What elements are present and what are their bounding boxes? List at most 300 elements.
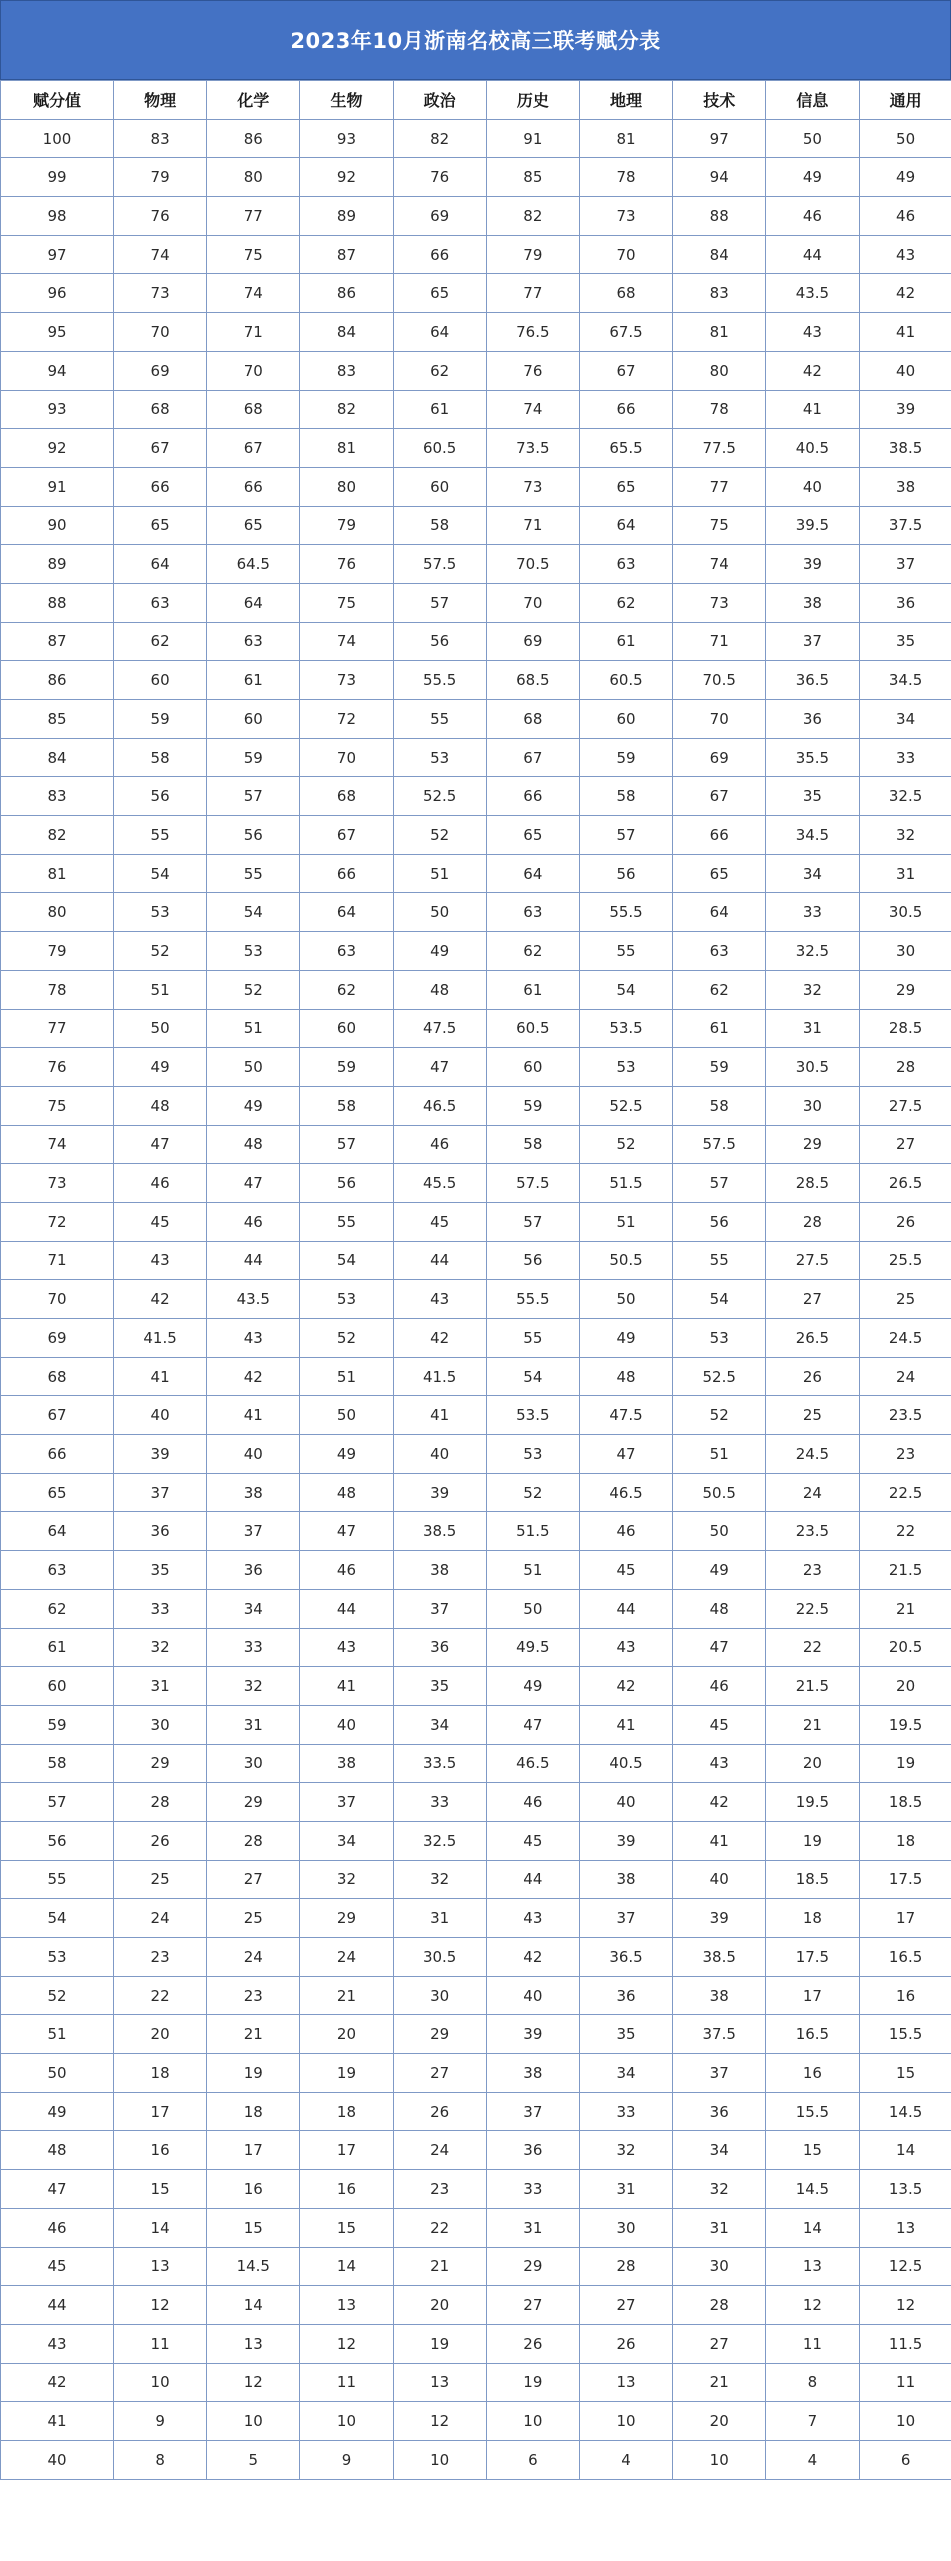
raw-score-cell: 43 bbox=[114, 1241, 207, 1280]
raw-score-cell: 67 bbox=[300, 816, 393, 855]
raw-score-cell: 18.5 bbox=[859, 1783, 951, 1822]
assigned-score-cell: 100 bbox=[1, 119, 114, 158]
assigned-score-cell: 52 bbox=[1, 1976, 114, 2015]
raw-score-cell: 42 bbox=[114, 1280, 207, 1319]
raw-score-cell: 80 bbox=[673, 351, 766, 390]
raw-score-cell: 28 bbox=[114, 1783, 207, 1822]
raw-score-cell: 51.5 bbox=[579, 1164, 672, 1203]
raw-score-cell: 38 bbox=[300, 1744, 393, 1783]
raw-score-cell: 43 bbox=[766, 313, 859, 352]
table-row bbox=[1, 1512, 951, 1551]
raw-score-cell: 13.5 bbox=[859, 2170, 951, 2209]
raw-score-cell: 22 bbox=[766, 1628, 859, 1667]
table-row bbox=[1, 506, 951, 545]
raw-score-cell: 31 bbox=[673, 2208, 766, 2247]
raw-score-cell: 64 bbox=[300, 893, 393, 932]
raw-score-cell: 4 bbox=[766, 2440, 859, 2479]
raw-score-cell: 25 bbox=[766, 1396, 859, 1435]
raw-score-cell: 56 bbox=[579, 854, 672, 893]
raw-score-cell: 52 bbox=[207, 970, 300, 1009]
raw-score-cell: 8 bbox=[766, 2363, 859, 2402]
raw-score-cell: 47 bbox=[393, 1048, 486, 1087]
raw-score-cell: 36 bbox=[207, 1551, 300, 1590]
raw-score-cell: 33 bbox=[859, 738, 951, 777]
raw-score-cell: 62 bbox=[579, 583, 672, 622]
raw-score-cell: 39 bbox=[114, 1435, 207, 1474]
raw-score-cell: 14 bbox=[114, 2208, 207, 2247]
raw-score-cell: 23 bbox=[859, 1435, 951, 1474]
assigned-score-cell: 89 bbox=[1, 545, 114, 584]
raw-score-cell: 65 bbox=[393, 274, 486, 313]
raw-score-cell: 12 bbox=[766, 2286, 859, 2325]
raw-score-cell: 70 bbox=[207, 351, 300, 390]
raw-score-cell: 28 bbox=[579, 2247, 672, 2286]
raw-score-cell: 43 bbox=[207, 1319, 300, 1358]
raw-score-cell: 14 bbox=[859, 2131, 951, 2170]
raw-score-cell: 79 bbox=[486, 235, 579, 274]
raw-score-cell: 77 bbox=[486, 274, 579, 313]
raw-score-cell: 16 bbox=[859, 1976, 951, 2015]
table-row bbox=[1, 1976, 951, 2015]
raw-score-cell: 28 bbox=[859, 1048, 951, 1087]
raw-score-cell: 69 bbox=[114, 351, 207, 390]
raw-score-cell: 34 bbox=[859, 700, 951, 739]
raw-score-cell: 16 bbox=[300, 2170, 393, 2209]
raw-score-cell: 33 bbox=[207, 1628, 300, 1667]
raw-score-cell: 52 bbox=[579, 1125, 672, 1164]
raw-score-cell: 58 bbox=[579, 777, 672, 816]
raw-score-cell: 31 bbox=[766, 1009, 859, 1048]
score-conversion-table bbox=[0, 80, 951, 2480]
raw-score-cell: 50 bbox=[114, 1009, 207, 1048]
raw-score-cell: 65 bbox=[114, 506, 207, 545]
raw-score-cell: 81 bbox=[300, 429, 393, 468]
raw-score-cell: 13 bbox=[300, 2286, 393, 2325]
raw-score-cell: 12 bbox=[393, 2402, 486, 2441]
raw-score-cell: 13 bbox=[114, 2247, 207, 2286]
assigned-score-cell: 56 bbox=[1, 1821, 114, 1860]
raw-score-cell: 60 bbox=[486, 1048, 579, 1087]
raw-score-cell: 33 bbox=[393, 1783, 486, 1822]
raw-score-cell: 67 bbox=[207, 429, 300, 468]
raw-score-cell: 56 bbox=[207, 816, 300, 855]
raw-score-cell: 37 bbox=[207, 1512, 300, 1551]
assigned-score-cell: 72 bbox=[1, 1202, 114, 1241]
raw-score-cell: 66 bbox=[207, 467, 300, 506]
raw-score-cell: 33 bbox=[579, 2092, 672, 2131]
assigned-score-cell: 53 bbox=[1, 1938, 114, 1977]
raw-score-cell: 51 bbox=[114, 970, 207, 1009]
raw-score-cell: 44 bbox=[486, 1860, 579, 1899]
raw-score-cell: 10 bbox=[579, 2402, 672, 2441]
raw-score-cell: 37 bbox=[673, 2054, 766, 2093]
raw-score-cell: 6 bbox=[486, 2440, 579, 2479]
table-row bbox=[1, 2440, 951, 2479]
assigned-score-cell: 69 bbox=[1, 1319, 114, 1358]
raw-score-cell: 83 bbox=[114, 119, 207, 158]
raw-score-cell: 36 bbox=[393, 1628, 486, 1667]
raw-score-cell: 21 bbox=[859, 1589, 951, 1628]
raw-score-cell: 43.5 bbox=[766, 274, 859, 313]
raw-score-cell: 57.5 bbox=[673, 1125, 766, 1164]
raw-score-cell: 18 bbox=[300, 2092, 393, 2131]
raw-score-cell: 16 bbox=[207, 2170, 300, 2209]
table-row bbox=[1, 738, 951, 777]
raw-score-cell: 51 bbox=[486, 1551, 579, 1590]
raw-score-cell: 26.5 bbox=[859, 1164, 951, 1203]
table-row bbox=[1, 2286, 951, 2325]
raw-score-cell: 57.5 bbox=[486, 1164, 579, 1203]
raw-score-cell: 23.5 bbox=[859, 1396, 951, 1435]
raw-score-cell: 41 bbox=[207, 1396, 300, 1435]
raw-score-cell: 21 bbox=[766, 1705, 859, 1744]
table-row bbox=[1, 1164, 951, 1203]
raw-score-cell: 26 bbox=[579, 2324, 672, 2363]
raw-score-cell: 7 bbox=[766, 2402, 859, 2441]
raw-score-cell: 21 bbox=[673, 2363, 766, 2402]
raw-score-cell: 39 bbox=[673, 1899, 766, 1938]
raw-score-cell: 41 bbox=[300, 1667, 393, 1706]
raw-score-cell: 69 bbox=[486, 622, 579, 661]
raw-score-cell: 51 bbox=[207, 1009, 300, 1048]
raw-score-cell: 62 bbox=[300, 970, 393, 1009]
raw-score-cell: 17 bbox=[114, 2092, 207, 2131]
raw-score-cell: 46 bbox=[207, 1202, 300, 1241]
raw-score-cell: 52.5 bbox=[673, 1357, 766, 1396]
raw-score-cell: 60 bbox=[300, 1009, 393, 1048]
raw-score-cell: 40 bbox=[766, 467, 859, 506]
raw-score-cell: 53 bbox=[300, 1280, 393, 1319]
raw-score-cell: 49 bbox=[486, 1667, 579, 1706]
raw-score-cell: 52 bbox=[300, 1319, 393, 1358]
raw-score-cell: 32.5 bbox=[393, 1821, 486, 1860]
raw-score-cell: 60 bbox=[114, 661, 207, 700]
raw-score-cell: 40 bbox=[207, 1435, 300, 1474]
table-row bbox=[1, 158, 951, 197]
raw-score-cell: 20 bbox=[393, 2286, 486, 2325]
raw-score-cell: 19.5 bbox=[859, 1705, 951, 1744]
raw-score-cell: 12.5 bbox=[859, 2247, 951, 2286]
raw-score-cell: 75 bbox=[300, 583, 393, 622]
raw-score-cell: 76.5 bbox=[486, 313, 579, 352]
raw-score-cell: 55.5 bbox=[486, 1280, 579, 1319]
raw-score-cell: 19 bbox=[393, 2324, 486, 2363]
raw-score-cell: 54 bbox=[300, 1241, 393, 1280]
raw-score-cell: 15 bbox=[766, 2131, 859, 2170]
raw-score-cell: 65.5 bbox=[579, 429, 672, 468]
raw-score-cell: 29 bbox=[859, 970, 951, 1009]
table-row bbox=[1, 1667, 951, 1706]
raw-score-cell: 39 bbox=[393, 1473, 486, 1512]
assigned-score-cell: 48 bbox=[1, 2131, 114, 2170]
table-title: 2023年10月浙南名校高三联考赋分表 bbox=[0, 0, 951, 80]
raw-score-cell: 38 bbox=[673, 1976, 766, 2015]
table-row bbox=[1, 197, 951, 236]
table-row bbox=[1, 1821, 951, 1860]
assigned-score-cell: 43 bbox=[1, 2324, 114, 2363]
raw-score-cell: 9 bbox=[114, 2402, 207, 2441]
raw-score-cell: 52 bbox=[393, 816, 486, 855]
raw-score-cell: 45 bbox=[579, 1551, 672, 1590]
assigned-score-cell: 67 bbox=[1, 1396, 114, 1435]
raw-score-cell: 57 bbox=[579, 816, 672, 855]
assigned-score-cell: 50 bbox=[1, 2054, 114, 2093]
column-header: 历史 bbox=[486, 81, 579, 120]
table-row bbox=[1, 2092, 951, 2131]
raw-score-cell: 32 bbox=[673, 2170, 766, 2209]
raw-score-cell: 60 bbox=[207, 700, 300, 739]
raw-score-cell: 66 bbox=[114, 467, 207, 506]
raw-score-cell: 53 bbox=[579, 1048, 672, 1087]
table-row bbox=[1, 583, 951, 622]
raw-score-cell: 33 bbox=[766, 893, 859, 932]
raw-score-cell: 47 bbox=[300, 1512, 393, 1551]
raw-score-cell: 14 bbox=[300, 2247, 393, 2286]
raw-score-cell: 46 bbox=[300, 1551, 393, 1590]
raw-score-cell: 67 bbox=[579, 351, 672, 390]
table-row bbox=[1, 1435, 951, 1474]
raw-score-cell: 56 bbox=[114, 777, 207, 816]
raw-score-cell: 53 bbox=[393, 738, 486, 777]
raw-score-cell: 58 bbox=[486, 1125, 579, 1164]
raw-score-cell: 12 bbox=[300, 2324, 393, 2363]
raw-score-cell: 20 bbox=[859, 1667, 951, 1706]
raw-score-cell: 55.5 bbox=[393, 661, 486, 700]
raw-score-cell: 53 bbox=[673, 1319, 766, 1358]
raw-score-cell: 36 bbox=[673, 2092, 766, 2131]
raw-score-cell: 50 bbox=[859, 119, 951, 158]
raw-score-cell: 32 bbox=[859, 816, 951, 855]
raw-score-cell: 54 bbox=[673, 1280, 766, 1319]
table-row bbox=[1, 1744, 951, 1783]
raw-score-cell: 74 bbox=[207, 274, 300, 313]
raw-score-cell: 66 bbox=[393, 235, 486, 274]
raw-score-cell: 55 bbox=[393, 700, 486, 739]
raw-score-cell: 36 bbox=[486, 2131, 579, 2170]
raw-score-cell: 42 bbox=[673, 1783, 766, 1822]
column-header: 通用 bbox=[859, 81, 951, 120]
raw-score-cell: 83 bbox=[673, 274, 766, 313]
raw-score-cell: 15 bbox=[859, 2054, 951, 2093]
raw-score-cell: 12 bbox=[207, 2363, 300, 2402]
table-row bbox=[1, 429, 951, 468]
raw-score-cell: 55 bbox=[486, 1319, 579, 1358]
assigned-score-cell: 44 bbox=[1, 2286, 114, 2325]
assigned-score-cell: 71 bbox=[1, 1241, 114, 1280]
raw-score-cell: 11 bbox=[300, 2363, 393, 2402]
raw-score-cell: 14.5 bbox=[207, 2247, 300, 2286]
raw-score-cell: 11 bbox=[859, 2363, 951, 2402]
raw-score-cell: 45 bbox=[486, 1821, 579, 1860]
raw-score-cell: 53 bbox=[486, 1435, 579, 1474]
table-row bbox=[1, 351, 951, 390]
raw-score-cell: 48 bbox=[114, 1086, 207, 1125]
assigned-score-cell: 99 bbox=[1, 158, 114, 197]
raw-score-cell: 28 bbox=[766, 1202, 859, 1241]
table-row bbox=[1, 1009, 951, 1048]
table-body bbox=[1, 119, 951, 2479]
raw-score-cell: 32 bbox=[579, 2131, 672, 2170]
raw-score-cell: 42 bbox=[579, 1667, 672, 1706]
assigned-score-cell: 49 bbox=[1, 2092, 114, 2131]
table-row bbox=[1, 2208, 951, 2247]
raw-score-cell: 81 bbox=[673, 313, 766, 352]
raw-score-cell: 13 bbox=[207, 2324, 300, 2363]
assigned-score-cell: 62 bbox=[1, 1589, 114, 1628]
raw-score-cell: 36 bbox=[859, 583, 951, 622]
raw-score-cell: 35 bbox=[579, 2015, 672, 2054]
table-row bbox=[1, 1202, 951, 1241]
raw-score-cell: 46 bbox=[859, 197, 951, 236]
raw-score-cell: 17.5 bbox=[766, 1938, 859, 1977]
raw-score-cell: 31 bbox=[207, 1705, 300, 1744]
raw-score-cell: 10 bbox=[859, 2402, 951, 2441]
table-row bbox=[1, 119, 951, 158]
raw-score-cell: 26 bbox=[766, 1357, 859, 1396]
raw-score-cell: 70 bbox=[300, 738, 393, 777]
raw-score-cell: 48 bbox=[300, 1473, 393, 1512]
raw-score-cell: 55 bbox=[300, 1202, 393, 1241]
raw-score-cell: 60.5 bbox=[579, 661, 672, 700]
raw-score-cell: 51 bbox=[579, 1202, 672, 1241]
raw-score-cell: 15 bbox=[300, 2208, 393, 2247]
raw-score-cell: 51 bbox=[300, 1357, 393, 1396]
raw-score-cell: 86 bbox=[300, 274, 393, 313]
raw-score-cell: 47.5 bbox=[393, 1009, 486, 1048]
raw-score-cell: 34.5 bbox=[859, 661, 951, 700]
raw-score-cell: 79 bbox=[114, 158, 207, 197]
raw-score-cell: 48 bbox=[207, 1125, 300, 1164]
column-header: 化学 bbox=[207, 81, 300, 120]
raw-score-cell: 21.5 bbox=[766, 1667, 859, 1706]
raw-score-cell: 78 bbox=[579, 158, 672, 197]
raw-score-cell: 31 bbox=[393, 1899, 486, 1938]
table-row bbox=[1, 1125, 951, 1164]
raw-score-cell: 50 bbox=[393, 893, 486, 932]
raw-score-cell: 32.5 bbox=[859, 777, 951, 816]
raw-score-cell: 30.5 bbox=[766, 1048, 859, 1087]
table-row bbox=[1, 1396, 951, 1435]
raw-score-cell: 57 bbox=[207, 777, 300, 816]
raw-score-cell: 44 bbox=[207, 1241, 300, 1280]
raw-score-cell: 29 bbox=[207, 1783, 300, 1822]
raw-score-cell: 77.5 bbox=[673, 429, 766, 468]
table-row bbox=[1, 622, 951, 661]
raw-score-cell: 38.5 bbox=[673, 1938, 766, 1977]
raw-score-cell: 61 bbox=[579, 622, 672, 661]
raw-score-cell: 28.5 bbox=[859, 1009, 951, 1048]
raw-score-cell: 43 bbox=[486, 1899, 579, 1938]
raw-score-cell: 46 bbox=[766, 197, 859, 236]
column-header: 生物 bbox=[300, 81, 393, 120]
raw-score-cell: 38 bbox=[766, 583, 859, 622]
assigned-score-cell: 68 bbox=[1, 1357, 114, 1396]
raw-score-cell: 74 bbox=[300, 622, 393, 661]
raw-score-cell: 40 bbox=[859, 351, 951, 390]
raw-score-cell: 19.5 bbox=[766, 1783, 859, 1822]
raw-score-cell: 52 bbox=[486, 1473, 579, 1512]
raw-score-cell: 70 bbox=[114, 313, 207, 352]
raw-score-cell: 51 bbox=[673, 1435, 766, 1474]
assigned-score-cell: 57 bbox=[1, 1783, 114, 1822]
raw-score-cell: 51 bbox=[393, 854, 486, 893]
raw-score-cell: 24.5 bbox=[859, 1319, 951, 1358]
raw-score-cell: 33 bbox=[486, 2170, 579, 2209]
raw-score-cell: 66 bbox=[579, 390, 672, 429]
raw-score-cell: 34 bbox=[393, 1705, 486, 1744]
assigned-score-cell: 42 bbox=[1, 2363, 114, 2402]
raw-score-cell: 83 bbox=[300, 351, 393, 390]
raw-score-cell: 38.5 bbox=[393, 1512, 486, 1551]
raw-score-cell: 59 bbox=[673, 1048, 766, 1087]
raw-score-cell: 17.5 bbox=[859, 1860, 951, 1899]
table-row bbox=[1, 2247, 951, 2286]
raw-score-cell: 42 bbox=[859, 274, 951, 313]
raw-score-cell: 22 bbox=[859, 1512, 951, 1551]
raw-score-cell: 11 bbox=[766, 2324, 859, 2363]
raw-score-cell: 74 bbox=[673, 545, 766, 584]
column-header: 信息 bbox=[766, 81, 859, 120]
table-row bbox=[1, 2324, 951, 2363]
raw-score-cell: 40 bbox=[114, 1396, 207, 1435]
table-row bbox=[1, 932, 951, 971]
raw-score-cell: 29 bbox=[393, 2015, 486, 2054]
table-row bbox=[1, 2402, 951, 2441]
raw-score-cell: 74 bbox=[114, 235, 207, 274]
assigned-score-cell: 84 bbox=[1, 738, 114, 777]
raw-score-cell: 92 bbox=[300, 158, 393, 197]
raw-score-cell: 41.5 bbox=[114, 1319, 207, 1358]
raw-score-cell: 44 bbox=[579, 1589, 672, 1628]
table-row bbox=[1, 1899, 951, 1938]
raw-score-cell: 43 bbox=[300, 1628, 393, 1667]
raw-score-cell: 47 bbox=[207, 1164, 300, 1203]
raw-score-cell: 63 bbox=[207, 622, 300, 661]
assigned-score-cell: 77 bbox=[1, 1009, 114, 1048]
raw-score-cell: 67 bbox=[114, 429, 207, 468]
raw-score-cell: 12 bbox=[859, 2286, 951, 2325]
raw-score-cell: 14.5 bbox=[859, 2092, 951, 2131]
raw-score-cell: 86 bbox=[207, 119, 300, 158]
raw-score-cell: 27 bbox=[859, 1125, 951, 1164]
raw-score-cell: 15.5 bbox=[766, 2092, 859, 2131]
raw-score-cell: 35 bbox=[859, 622, 951, 661]
raw-score-cell: 48 bbox=[393, 970, 486, 1009]
raw-score-cell: 41 bbox=[114, 1357, 207, 1396]
raw-score-cell: 39 bbox=[859, 390, 951, 429]
raw-score-cell: 39 bbox=[486, 2015, 579, 2054]
raw-score-cell: 46 bbox=[673, 1667, 766, 1706]
table-row bbox=[1, 2170, 951, 2209]
raw-score-cell: 54 bbox=[486, 1357, 579, 1396]
raw-score-cell: 10 bbox=[207, 2402, 300, 2441]
raw-score-cell: 65 bbox=[579, 467, 672, 506]
raw-score-cell: 13 bbox=[393, 2363, 486, 2402]
raw-score-cell: 21 bbox=[300, 1976, 393, 2015]
raw-score-cell: 42 bbox=[486, 1938, 579, 1977]
assigned-score-cell: 51 bbox=[1, 2015, 114, 2054]
raw-score-cell: 38 bbox=[393, 1551, 486, 1590]
assigned-score-cell: 80 bbox=[1, 893, 114, 932]
raw-score-cell: 41 bbox=[393, 1396, 486, 1435]
raw-score-cell: 46 bbox=[114, 1164, 207, 1203]
raw-score-cell: 27 bbox=[579, 2286, 672, 2325]
raw-score-cell: 89 bbox=[300, 197, 393, 236]
table-row bbox=[1, 1938, 951, 1977]
table-row bbox=[1, 2363, 951, 2402]
raw-score-cell: 28 bbox=[673, 2286, 766, 2325]
table-row bbox=[1, 970, 951, 1009]
